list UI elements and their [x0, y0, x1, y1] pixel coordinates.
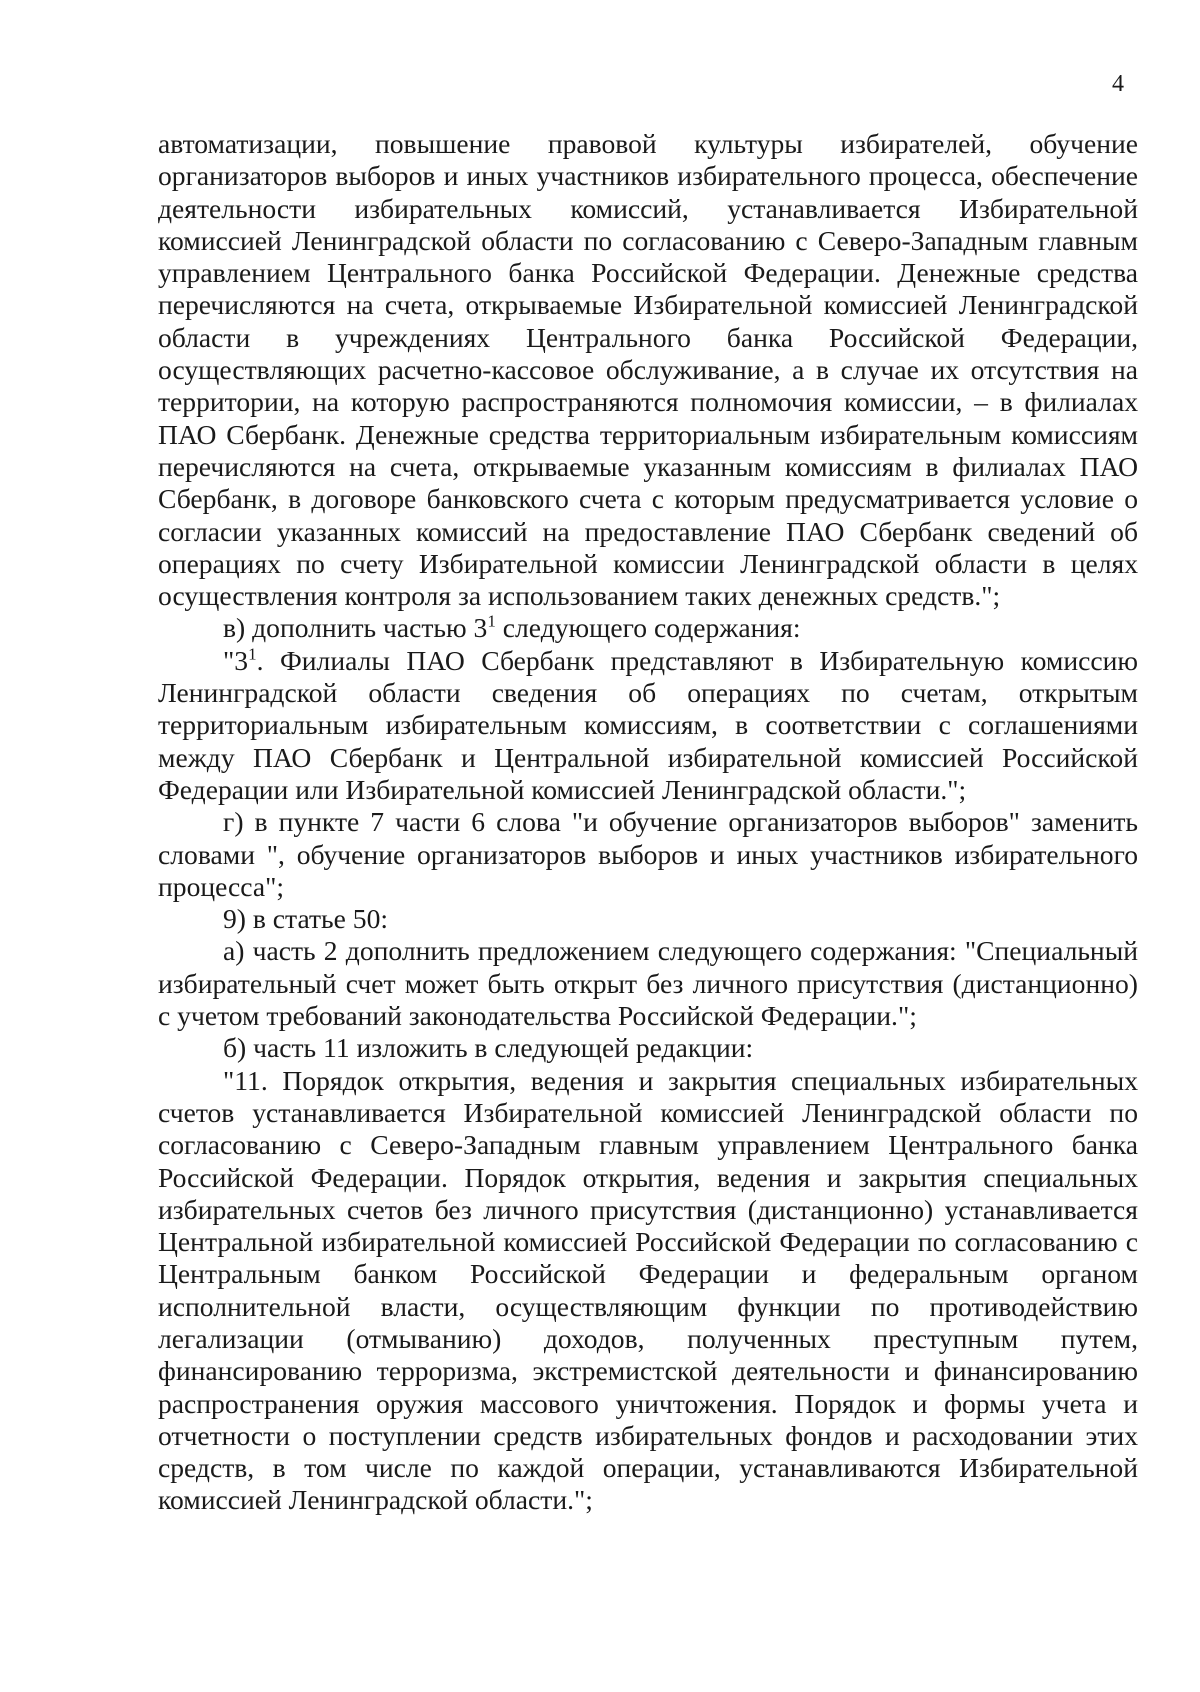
- paragraph-amendment-g: г) в пункте 7 части 6 слова "и обучение организаторов выборов" заменить словами ", обучение организаторов выборов и иных участников избирательного процесса";: [158, 806, 1138, 902]
- superscript-1: 1: [248, 644, 257, 664]
- paragraph-funding-accounts: автоматизации, повышение правовой культуры избирателей, обучение организаторов выборов и иных участников избирательного процесса, обеспечение деятельности избирательных комиссий, устанавливается Избирательной комиссией Ленинградской области по согласованию с Северо-Западным главным управлением Центрального банка Российской Федерации. Денежные средства перечисляются на счета, открываемые Избирательной комиссией Ленинградской области в учреждениях Центрального банка Российской Федерации, осуществляющих расчетно-кассовое обслуживание, а в случае их отсутствия на территории, на которую распространяются полномочия комиссии, – в филиалах ПАО Сбербанк. Денежные средства территориальным избирательным комиссиям перечисляются на счета, открываемые указанным комиссиям в филиалах ПАО Сбербанк, в договоре банковского счета с которым предусматривается условие о согласии указанных комиссий на предоставление ПАО Сбербанк сведений об операциях по счету Избирательной комиссии Ленинградской области в целях осуществления контроля за использованием таких денежных средств.";: [158, 128, 1138, 612]
- amendment-v-text: в) дополнить частью 3: [223, 612, 488, 644]
- paragraph-amendment-a: а) часть 2 дополнить предложением следующего содержания: "Специальный избирательный счет может быть открыт без личного присутствия (дистанционно) с учетом требований законодательства Российской Федерации.";: [158, 935, 1138, 1032]
- superscript-1: 1: [487, 611, 496, 631]
- paragraph-amendment-v: [158, 612, 1138, 644]
- amendment-v-tail: следующего содержания:: [495, 612, 801, 644]
- part-3-1-text: . Филиалы ПАО Сбербанк представляют в Избирательную комиссию Ленинградской области сведения об операциях по счетам, открытым территориальным избирательным комиссиям, в соответствии с соглашениями между ПАО Сбербанк и Центральной избирательной комиссией Российской Федерации или Избирательной комиссией Ленинградской области.";: [158, 644, 1138, 805]
- paragraph-part-3-1: [158, 645, 1138, 806]
- page-number: 4: [1112, 71, 1124, 97]
- paragraph-article-50: 9) в статье 50:: [223, 903, 389, 935]
- document-body: [158, 128, 1138, 1517]
- paragraph-part-11: "11. Порядок открытия, ведения и закрытия специальных избирательных счетов устанавливается Избирательной комиссией Ленинградской области по согласованию с Северо-Западным главным управлением Центрального банка Российской Федерации. Порядок открытия, ведения и закрытия специальных избирательных счетов без личного присутствия (дистанционно) устанавливается Центральной избирательной комиссией Российской Федерации по согласованию с Центральным банком Российской Федерации и федеральным органом исполнительной власти, осуществляющим функции по противодействию легализации (отмыванию) доходов, полученных преступным путем, финансированию терроризма, экстремистской деятельности и финансированию распространения оружия массового уничтожения. Порядок и формы учета и отчетности о поступлении средств избирательных фондов и расходовании этих средств, в том числе по каждой операции, устанавливаются Избирательной комиссией Ленинградской области.";: [158, 1064, 1138, 1516]
- paragraph-amendment-b: б) часть 11 изложить в следующей редакции:: [223, 1032, 754, 1064]
- part-3-1-lead: "3: [223, 644, 249, 676]
